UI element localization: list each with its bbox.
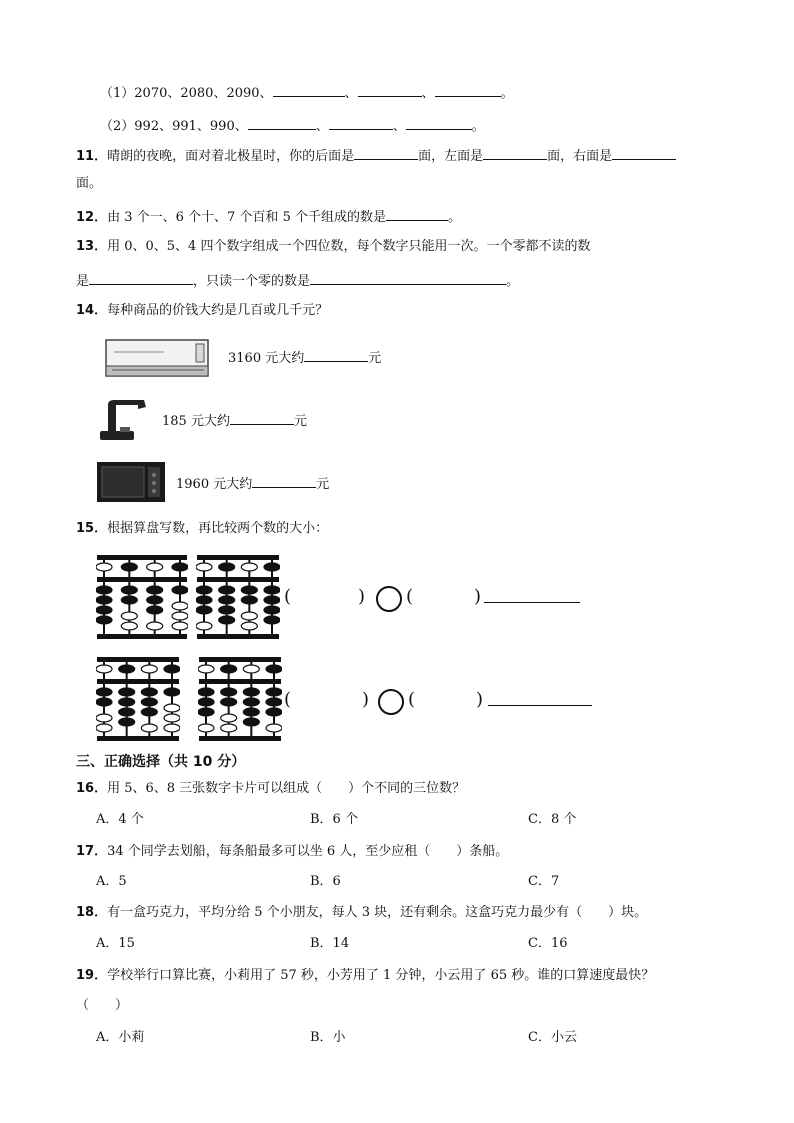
option-c[interactable]: C．16 <box>528 936 568 951</box>
question-11: 11．晴朗的夜晚，面对着北极星时，你的后面是 面，左面是 面，右面是 <box>76 145 676 166</box>
answer-blank[interactable] <box>89 270 193 285</box>
abacus-icon <box>96 553 188 641</box>
q14-item-3: 1960 元大约 元 <box>176 473 329 494</box>
answer-paren[interactable]: （ ） <box>76 998 129 1013</box>
option-a[interactable]: A．小莉 <box>96 1030 145 1045</box>
left-paren: ( <box>406 586 414 607</box>
microwave-icon <box>96 461 166 503</box>
answer-blank[interactable] <box>273 82 345 97</box>
question-19: 19．学校举行口算比赛，小莉用了 57 秒，小芳用了 1 分钟，小云用了 65 秒。谁的口算速度最快？ <box>76 968 655 983</box>
answer-blank[interactable] <box>248 115 316 130</box>
option-c[interactable]: C．8 个 <box>528 812 577 827</box>
option-b[interactable]: B．6 个 <box>310 812 358 827</box>
left-paren: ( <box>284 689 292 710</box>
option-b[interactable]: B．14 <box>310 936 350 951</box>
option-c[interactable]: C．小云 <box>528 1030 577 1045</box>
question-14: 14．每种商品的价钱大约是几百或几千元？ <box>76 303 329 318</box>
question-18: 18．有一盒巧克力，平均分给 5 个小朋友，每人 3 块，还有剩余。这盒巧克力最少有（ ）块。 <box>76 905 648 920</box>
answer-blank[interactable] <box>435 82 501 97</box>
answer-blank[interactable] <box>310 270 506 285</box>
compare-circle[interactable] <box>378 689 404 715</box>
right-paren: ) <box>362 689 370 710</box>
right-paren: ) <box>474 586 482 607</box>
answer-blank[interactable] <box>252 473 316 488</box>
left-paren: ( <box>284 586 292 607</box>
answer-blank[interactable] <box>483 145 547 160</box>
question-11-cont: 面。 <box>76 176 103 191</box>
q10-line1: （1）2070、2080、2090、 、 、 。 <box>100 82 514 103</box>
answer-blank[interactable] <box>484 588 580 603</box>
answer-blank[interactable] <box>358 82 422 97</box>
answer-blank[interactable] <box>488 691 592 706</box>
left-paren: ( <box>408 689 416 710</box>
abacus-icon <box>196 553 280 641</box>
answer-blank[interactable] <box>612 145 676 160</box>
answer-blank[interactable] <box>354 145 418 160</box>
option-a[interactable]: A．5 <box>96 874 127 889</box>
answer-blank[interactable] <box>329 115 393 130</box>
question-16: 16．用 5、6、8 三张数字卡片可以组成（ ）个不同的三位数？ <box>76 781 466 796</box>
question-13-cont: 是 ，只读一个零的数是 。 <box>76 270 519 291</box>
question-15: 15．根据算盘写数，再比较两个数的大小： <box>76 521 329 536</box>
option-a[interactable]: A．15 <box>96 936 135 951</box>
answer-blank[interactable] <box>230 410 294 425</box>
abacus-icon <box>96 655 180 743</box>
right-paren: ) <box>476 689 484 710</box>
answer-blank[interactable] <box>304 347 368 362</box>
q10-line2: （2）992、991、990、 、 、 。 <box>100 115 485 136</box>
question-13: 13．用 0、0、5、4 四个数字组成一个四位数，每个数字只能用一次。一个零都不读的数 <box>76 239 591 254</box>
question-17: 17．34 个同学去划船，每条船最多可以坐 6 人，至少应租（ ）条船。 <box>76 844 509 859</box>
air-conditioner-icon <box>104 332 210 380</box>
question-12: 12．由 3 个一、6 个十、7 个百和 5 个千组成的数是 。 <box>76 206 461 227</box>
answer-blank[interactable] <box>386 206 448 221</box>
option-b[interactable]: B．小 <box>310 1030 346 1045</box>
option-a[interactable]: A．4 个 <box>96 812 144 827</box>
answer-blank[interactable] <box>406 115 472 130</box>
section-title: 三、正确选择（共 10 分） <box>76 754 246 770</box>
option-b[interactable]: B．6 <box>310 874 341 889</box>
desk-lamp-icon <box>98 397 152 443</box>
option-c[interactable]: C．7 <box>528 874 560 889</box>
right-paren: ) <box>358 586 366 607</box>
abacus-icon <box>198 655 282 743</box>
q14-item-1: 3160 元大约 元 <box>228 347 381 368</box>
q14-item-2: 185 元大约 元 <box>162 410 307 431</box>
compare-circle[interactable] <box>376 586 402 612</box>
